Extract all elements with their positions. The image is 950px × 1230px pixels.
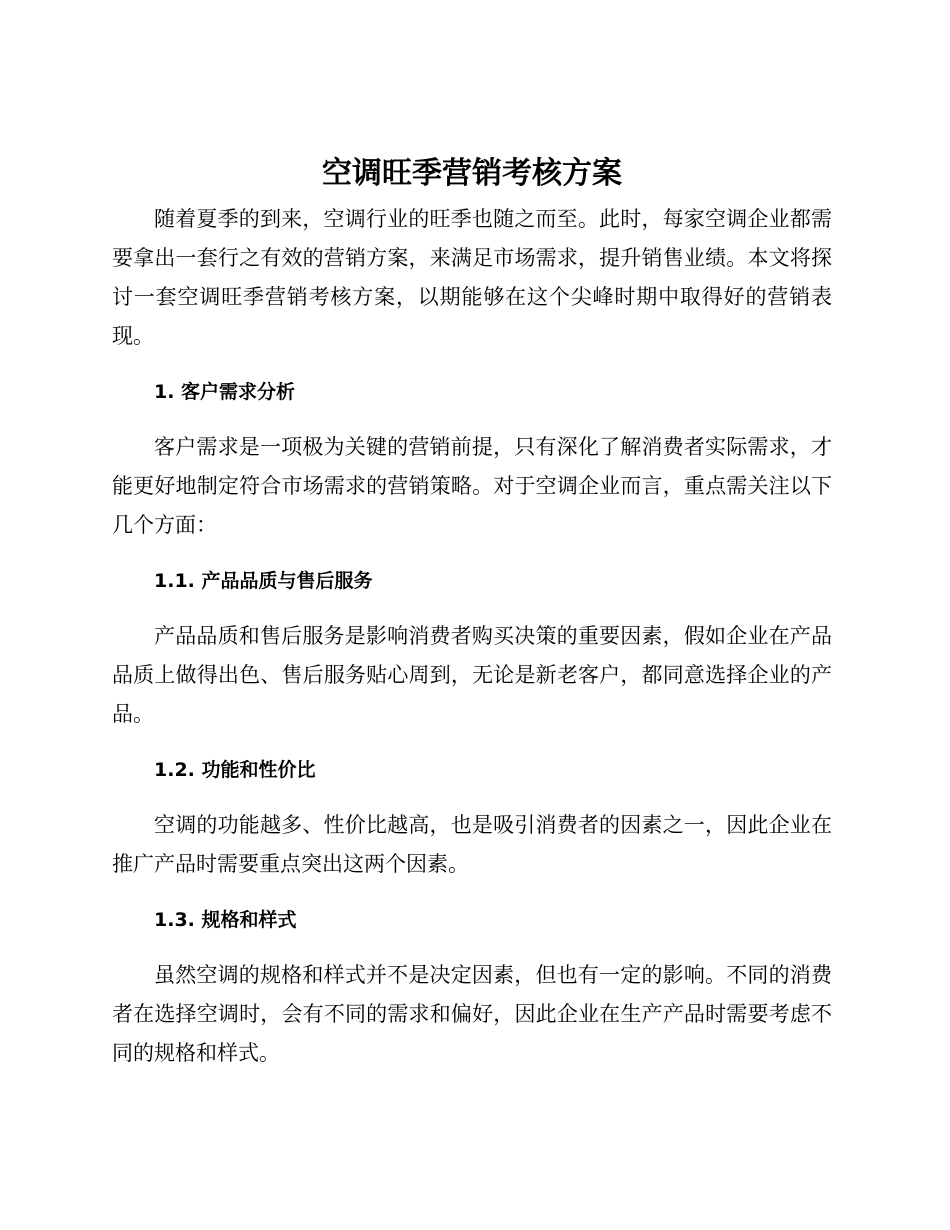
document-title: 空调旺季营销考核方案 xyxy=(322,156,622,191)
section-heading-quality-service: 1.1. 产品品质与售后服务 xyxy=(154,570,373,592)
section-text-customer-needs: 客户需求是一项极为关键的营销前提，只有深化了解消费者实际需求，才能更好地制定符合市场需求的营销策略。对于空调企业而言，重点需关注以下几个方面： xyxy=(112,435,832,537)
section-text-function-value: 空调的功能越多、性价比越高，也是吸引消费者的因素之一，因此企业在推广产品时需要重点突出这两个因素。 xyxy=(112,813,832,876)
section-heading-customer-needs: 1. 客户需求分析 xyxy=(154,381,296,403)
section-heading-specs-styles: 1.3. 规格和样式 xyxy=(154,909,297,931)
intro-paragraph: 随着夏季的到来，空调行业的旺季也随之而至。此时，每家空调企业都需要拿出一套行之有效的营销方案，来满足市场需求，提升销售业绩。本文将探讨一套空调旺季营销考核方案，以期能够在这个尖峰时期中取得好的营销表现。 xyxy=(112,207,832,348)
section-heading-function-value: 1.2. 功能和性价比 xyxy=(154,759,316,781)
section-text-specs-styles: 虽然空调的规格和样式并不是决定因素，但也有一定的影响。不同的消费者在选择空调时，会有不同的需求和偏好，因此企业在生产产品时需要考虑不同的规格和样式。 xyxy=(112,963,832,1065)
section-text-quality-service: 产品品质和售后服务是影响消费者购买决策的重要因素，假如企业在产品品质上做得出色、售后服务贴心周到，无论是新老客户，都同意选择企业的产品。 xyxy=(112,624,832,726)
document-page xyxy=(112,148,832,1073)
